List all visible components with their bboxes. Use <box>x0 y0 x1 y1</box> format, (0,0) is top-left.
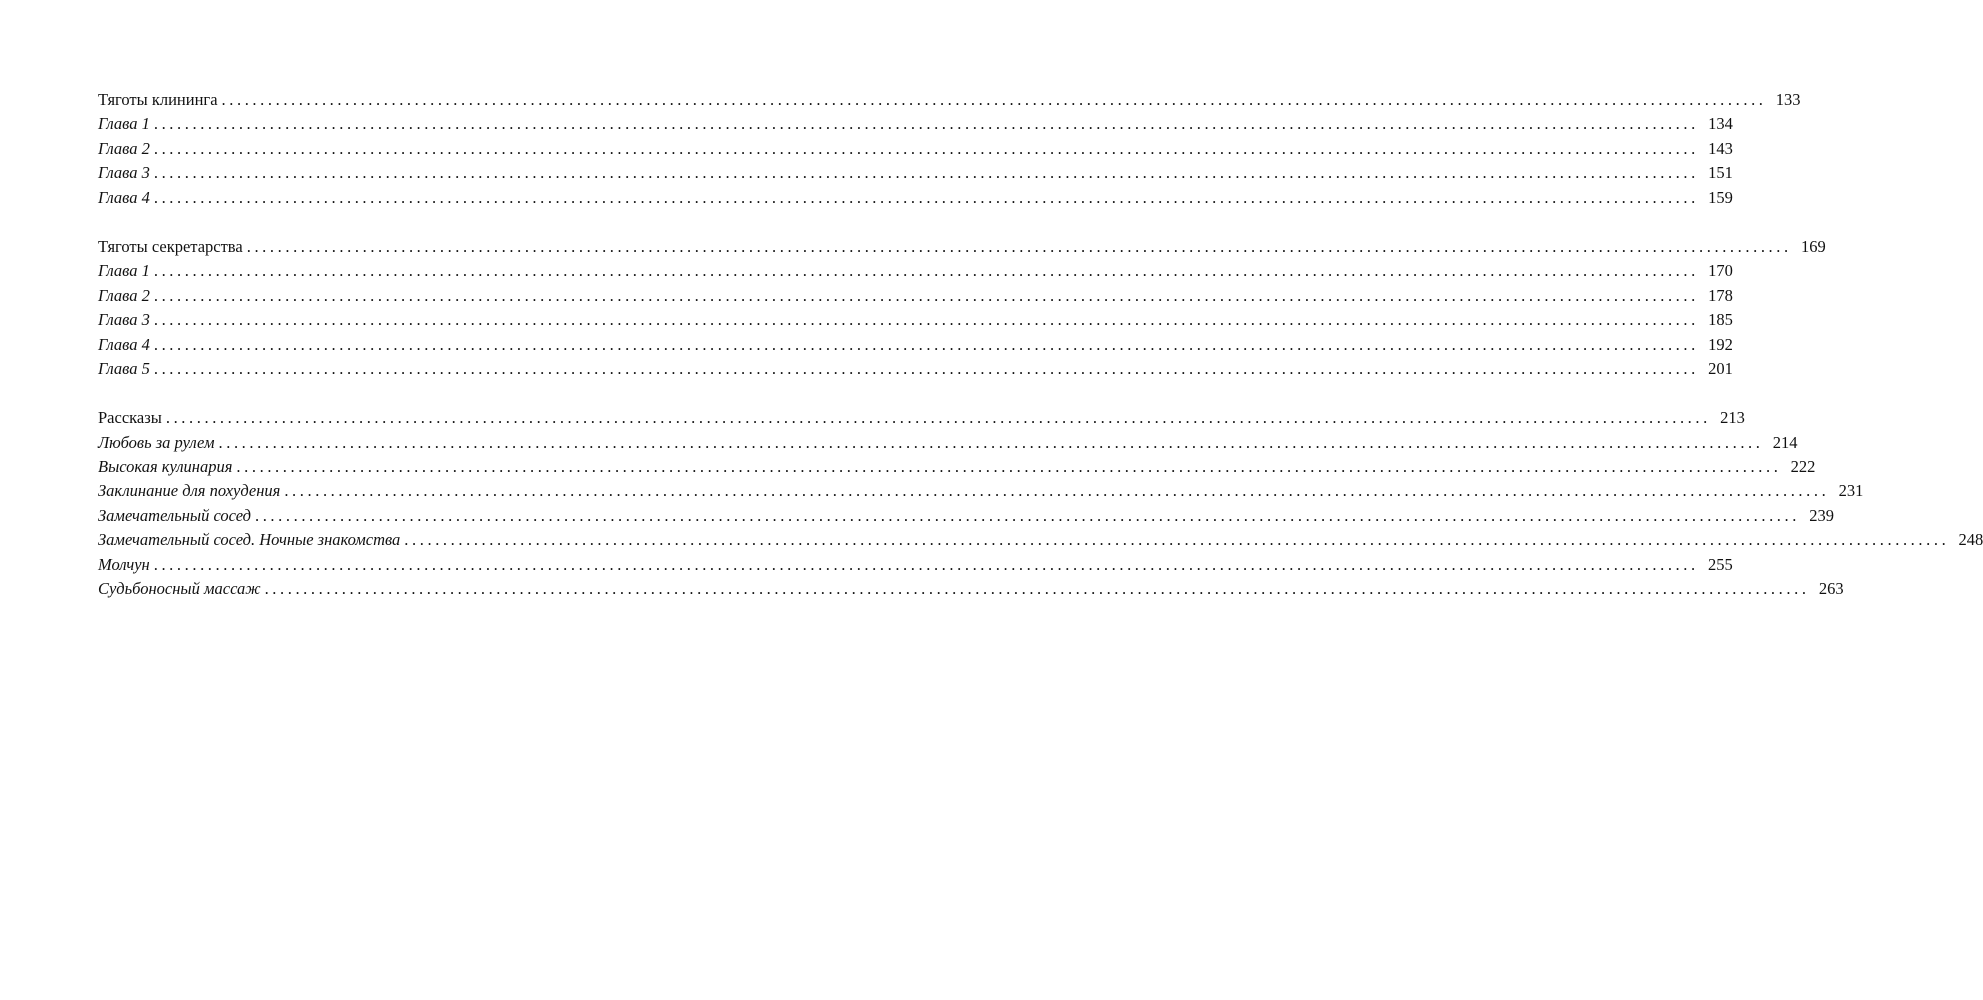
toc-section-secretary <box>98 235 1826 381</box>
toc-entry-page: 239 <box>1809 505 1834 525</box>
toc-entry-page: 134 <box>1708 114 1733 134</box>
toc-entry-page: 169 <box>1800 236 1826 256</box>
toc-entry-page: 178 <box>1708 285 1733 305</box>
leader-dots: ........................................................................................................................................................................................................ <box>153 334 1699 354</box>
toc-entry[interactable] <box>98 308 1733 332</box>
toc-section-stories <box>98 406 1983 601</box>
toc-entry[interactable] <box>98 284 1733 308</box>
toc-entry[interactable] <box>98 137 1733 161</box>
toc-entry-page: 248 <box>1958 530 1983 550</box>
toc-entry-title: Замечательный сосед. Ночные знакомства <box>98 530 401 550</box>
toc-entry-title: Тяготы секретарства <box>98 236 243 256</box>
leader-dots: ........................................................................................................................................................................................................ <box>153 163 1699 183</box>
leader-dots: ........................................................................................................................................................................................................ <box>153 187 1699 207</box>
toc-entry-page: 192 <box>1708 334 1733 354</box>
toc-entry-title: Глава 2 <box>98 138 150 158</box>
leader-dots: ........................................................................................................................................................................................................ <box>236 457 1782 477</box>
toc-entry-page: 255 <box>1707 554 1733 574</box>
toc-entry-page: 159 <box>1708 187 1733 207</box>
leader-dots: ........................................................................................................................................................................................................ <box>254 505 1800 525</box>
toc-entry[interactable] <box>98 431 1798 455</box>
toc-entry-page: 201 <box>1708 358 1733 378</box>
toc-entry[interactable] <box>98 259 1733 283</box>
leader-dots: ........................................................................................................................................................................................................ <box>165 408 1711 428</box>
toc-entry-page: 231 <box>1838 481 1864 501</box>
toc-entry-title: Замечательный сосед <box>98 505 251 525</box>
leader-dots: ........................................................................................................................................................................................................ <box>264 579 1810 599</box>
toc-entry-page: 151 <box>1708 163 1733 183</box>
toc-entry[interactable] <box>98 88 1801 112</box>
toc-entry-title: Глава 5 <box>98 358 150 378</box>
leader-dots: ........................................................................................................................................................................................................ <box>153 358 1699 378</box>
toc-entry-page: 214 <box>1772 432 1798 452</box>
toc-entry-title: Рассказы <box>98 408 162 428</box>
leader-dots: ........................................................................................................................................................................................................ <box>153 138 1699 158</box>
toc-entry[interactable] <box>98 577 1844 601</box>
toc-entry-page: 143 <box>1708 138 1733 158</box>
toc-entry[interactable] <box>98 553 1733 577</box>
toc-entry-title: Молчун <box>98 554 150 574</box>
toc-entry-title: Глава 3 <box>98 163 150 183</box>
toc-entry[interactable] <box>98 186 1733 210</box>
leader-dots: ........................................................................................................................................................................................................ <box>153 285 1699 305</box>
toc-entry[interactable] <box>98 235 1826 259</box>
leader-dots: ........................................................................................................................................................................................................ <box>153 114 1699 134</box>
toc-entry-title: Глава 2 <box>98 285 150 305</box>
toc-entry-page: 213 <box>1720 408 1745 428</box>
toc-entry[interactable] <box>98 455 1816 479</box>
toc-entry-title: Тяготы клининга <box>98 90 218 109</box>
toc-entry-title: Судьбоносный массаж <box>98 579 261 599</box>
toc-entry-page: 133 <box>1775 90 1801 109</box>
toc-entry-title: Любовь за рулем <box>98 432 215 452</box>
toc-entry[interactable] <box>98 357 1733 381</box>
leader-dots: ........................................................................................................................................................................................................ <box>284 481 1830 501</box>
toc-entry-page: 263 <box>1818 579 1844 599</box>
toc-entry[interactable] <box>98 333 1733 357</box>
toc-section-cleaning <box>98 88 1801 210</box>
leader-dots: ........................................................................................................................................................................................................ <box>153 261 1699 281</box>
toc-entry-title: Глава 1 <box>98 114 150 134</box>
leader-dots: ........................................................................................................................................................................................................ <box>218 432 1764 452</box>
table-of-contents <box>98 88 1983 626</box>
leader-dots: ........................................................................................................................................................................................................ <box>153 310 1699 330</box>
toc-entry-page: 222 <box>1790 457 1816 477</box>
leader-dots: ........................................................................................................................................................................................................ <box>246 236 1792 256</box>
leader-dots: ........................................................................................................................................................................................................ <box>221 90 1767 109</box>
toc-entry-title: Глава 3 <box>98 310 150 330</box>
leader-dots: ........................................................................................................................................................................................................ <box>404 530 1950 550</box>
toc-entry[interactable] <box>98 406 1745 430</box>
leader-dots: ........................................................................................................................................................................................................ <box>153 554 1699 574</box>
toc-entry[interactable] <box>98 161 1733 185</box>
toc-entry[interactable] <box>98 112 1733 136</box>
toc-entry-title: Высокая кулинария <box>98 457 233 477</box>
toc-entry-page: 185 <box>1708 310 1733 330</box>
toc-entry[interactable] <box>98 504 1834 528</box>
toc-entry-title: Заклинание для похудения <box>98 481 281 501</box>
toc-entry[interactable] <box>98 479 1864 503</box>
toc-entry-title: Глава 4 <box>98 187 150 207</box>
toc-entry-page: 170 <box>1708 261 1733 281</box>
toc-entry-title: Глава 1 <box>98 261 150 281</box>
toc-entry-title: Глава 4 <box>98 334 150 354</box>
toc-entry[interactable] <box>98 528 1983 552</box>
